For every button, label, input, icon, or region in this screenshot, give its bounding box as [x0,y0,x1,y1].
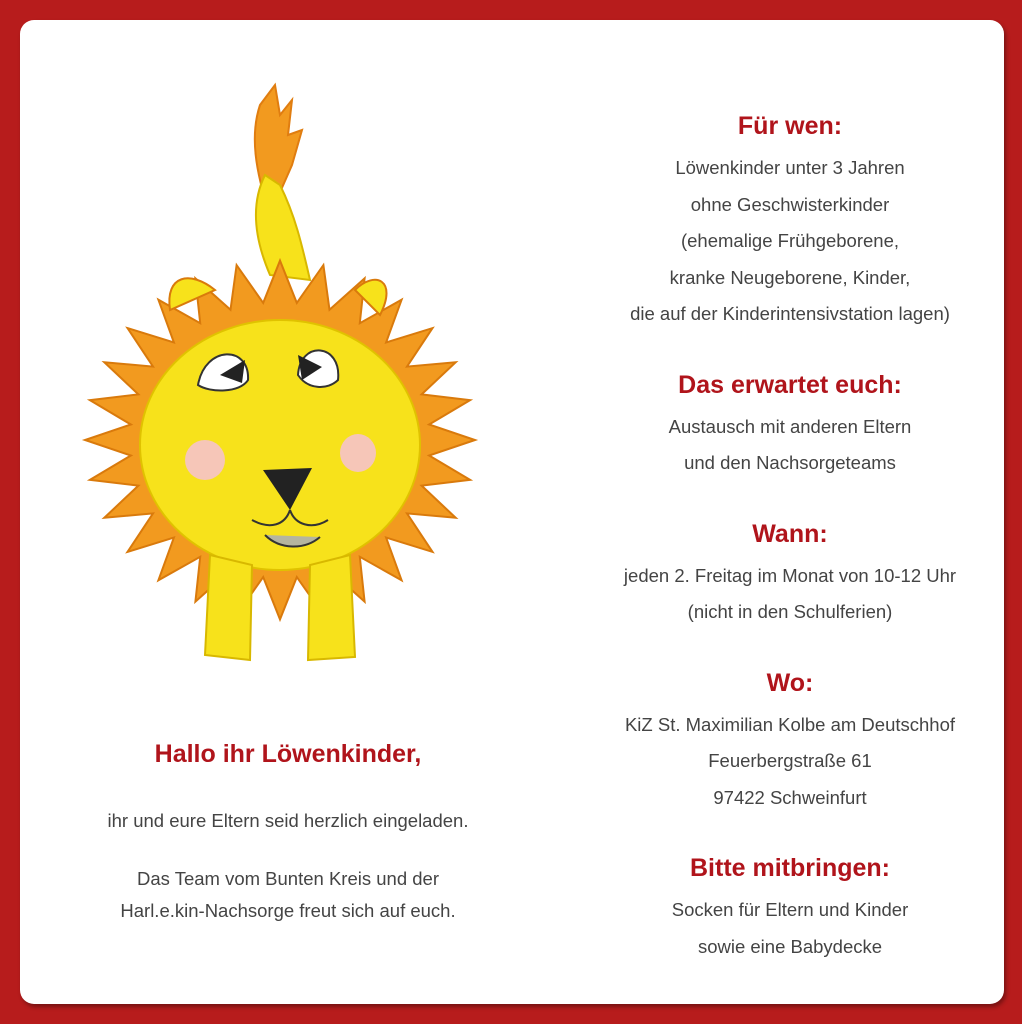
section-heading: Wann: [752,519,828,548]
section-line: KiZ St. Maximilian Kolbe am Deutschhof [624,713,956,735]
section-heading: Wo: [766,668,814,697]
section-line: ohne Geschwisterkinder [690,193,890,215]
lion-face [140,320,420,570]
section-line: (ehemalige Frühgeborene, [680,230,900,251]
section-line: jeden 2. Freitag im Monat von 10-12 Uhr [623,564,957,586]
section-line: und den Nachsorgeteams [684,452,896,473]
left-cheek [185,440,225,480]
section-fuer-wen [580,108,1000,333]
section-heading: Für wen: [737,112,843,140]
section-wann [580,516,1000,631]
section-das-erwartet-euch [580,367,1000,482]
section-line: Löwenkinder unter 3 Jahren [675,157,905,178]
section-line: kranke Neugeborene, Kinder, [669,266,911,288]
section-wo [580,665,1000,817]
greeting-heading: Hallo ihr Löwenkinder, [154,740,422,768]
section-line: Socken für Eltern und Kinder [671,899,909,920]
left-leg [205,555,252,660]
section-line: (nicht in den Schulferien) [687,601,893,622]
invite-text: ihr und eure Eltern seid herzlich eingeladen. [107,810,469,831]
section-line: Feuerbergstraße 61 [708,750,872,771]
team-text-line2: Harl.e.kin-Nachsorge freut sich auf euch. [120,900,456,921]
right-leg [308,555,355,660]
section-heading: Das erwartet euch: [678,370,902,399]
tail [256,175,310,280]
greeting-block [68,740,508,927]
team-text-line1: Das Team vom Bunten Kreis und der [137,868,439,889]
invitation-card [20,20,1004,1004]
section-line: die auf der Kinderintensivstation lagen) [630,303,950,324]
lion-illustration [80,75,500,675]
info-column [580,108,1000,999]
section-heading: Bitte mitbringen: [690,854,890,882]
section-line: 97422 Schweinfurt [713,786,867,808]
section-line: Austausch mit anderen Eltern [668,415,912,437]
section-line: sowie eine Babydecke [697,935,883,957]
right-cheek [340,434,376,472]
section-bitte-mitbringen [580,850,1000,965]
